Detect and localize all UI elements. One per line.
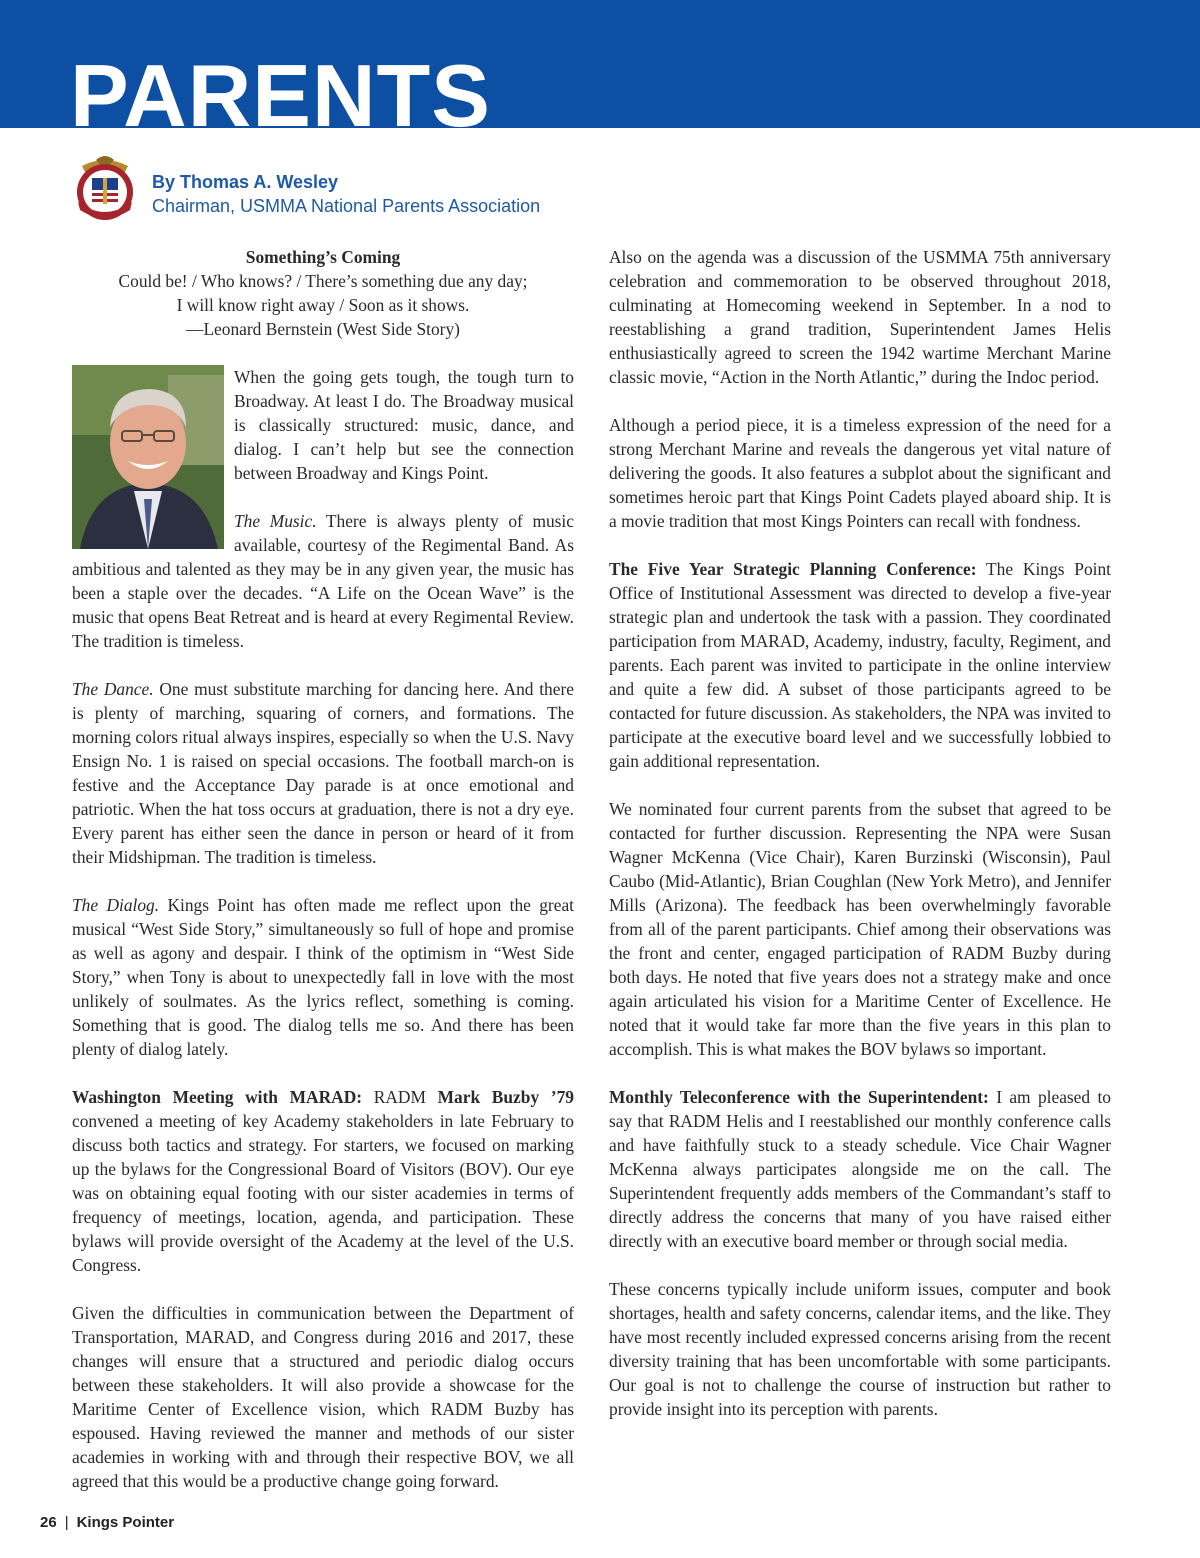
quote-line-2: I will know right away / Soon as it shows. — [176, 295, 470, 315]
teleconference-lead: Monthly Teleconference with the Superintendent: — [609, 1087, 989, 1107]
left-column — [72, 245, 574, 1493]
dance-text: One must substitute marching for dancing here. And there is plenty of marching, squaring of corners, and formations. The morning colors ritual always inspires, especially so when the U.S. Navy Ensign No. 1 is raised on special occasions. The football march-on is festive and the Acceptance Day parade is at once emotional and patriotic. When the hat toss occurs at graduation, there is not a dry eye. Every parent has either seen the dance in person or heard of it from their Midshipman. The tradition is timeless. — [72, 679, 574, 867]
page-number: 26 — [40, 1514, 57, 1531]
teleconference-paragraph — [609, 1085, 1111, 1253]
marad-lead: Washington Meeting with MARAD: — [72, 1087, 363, 1107]
section-title: PARENTS — [70, 46, 491, 128]
nominees-paragraph: We nominated four current parents from the subset that agreed to be contacted for further discussion. Representing the NPA were Susan Wagner McKenna (Vice Chair), Karen Burzinski (Wisconsin), Paul Caubo (Mid-Atlantic), Brian Coughlan (New York Metro), and Jennifer Mills (Arizona). The feedback has been overwhelmingly favorable from all of the parent participants. Chief among their observations was the front and center, engaged participation of RADM Buzby during both days. He noted that five years does not a strategy make and once again articulated his vision for a Maritime Center of Excellence. He noted that it would take far more than the five years in this plan to accomplish. This is what makes the BOV bylaws so important. — [609, 799, 1111, 1059]
intro-paragraph: When the going gets tough, the tough turn to Broadway. At least I do. The Broadway musical is classically structured: music, dance, and dialog. I can’t help but see the connection between Broadway and Kings Point. — [234, 367, 574, 483]
marad-meeting-paragraph — [72, 1085, 574, 1277]
communication-paragraph: Given the difficulties in communication between the Department of Transportation, MARAD, and Congress during 2016 and 2017, these changes will ensure that a structured and periodic dialog occurs between these stakeholders. It will also provide a showcase for the Maritime Center of Excellence vision, which RADM Buzby has espoused. Having reviewed the manner and methods of our sister academies in working with and through their respective BOV, we all agreed that this would be a productive change going forward. — [72, 1303, 574, 1491]
marad-text-a: RADM — [362, 1087, 438, 1107]
byline — [152, 170, 540, 218]
dialog-paragraph — [72, 893, 574, 1061]
dialog-text: Kings Point has often made me reflect upon the great musical “West Side Story,” simultaneously so full of hope and promise as well as agony and despair. I think of the optimism in “West Side Story,” when Tony is about to unexpectedly fall in love with the most unlikely of soulmates. As the lyrics reflect, something is coming. Something that is good. The dialog tells me so. And there has been plenty of dialog lately. — [72, 895, 574, 1059]
strategic-planning-lead: The Five Year Strategic Planning Conference: — [609, 559, 977, 579]
dance-paragraph — [72, 677, 574, 869]
strategic-planning-paragraph — [609, 557, 1111, 773]
quote-attribution: —Leonard Bernstein (West Side Story) — [186, 319, 460, 339]
period-piece-paragraph: Although a period piece, it is a timeless expression of the need for a strong Merchant Marine and reveals the dangerous yet vital nature of delivering the goods. It also features a subplot about the significant and sometimes heroic part that Kings Point Cadets played aboard ship. It is a movie tradition that most Kings Pointers can recall with fondness. — [609, 415, 1111, 531]
usmma-seal-logo — [72, 152, 138, 224]
teleconference-text: I am pleased to say that RADM Helis and I reestablished our monthly conference calls and have faithfully stuck to a steady schedule. Vice Chair Wagner McKenna always participates alongside me on the call. The Superintendent frequently adds members of the Commandant’s staff to directly address the concerns that many of you have raised either directly with an executive board member or through social media. — [609, 1087, 1111, 1251]
concerns-paragraph: These concerns typically include uniform issues, computer and book shortages, health and safety concerns, calendar items, and the like. They have most recently included expressed concerns arising from the recent diversity training that has been uncomfortable with some participants. Our goal is not to challenge the course of instruction but rather to provide insight into its perception with parents. — [609, 1279, 1111, 1419]
footer-separator: | — [64, 1514, 69, 1531]
author-photo — [72, 365, 224, 549]
anniversary-paragraph: Also on the agenda was a discussion of the USMMA 75th anniversary celebration and commemoration to be observed throughout 2018, culminating at Homecoming weekend in September. In a nod to reestablishing a grand tradition, Superintendent James Helis enthusiastically agreed to screen the 1942 wartime Merchant Marine classic movie, “Action in the North Atlantic,” during the Indoc period. — [609, 247, 1111, 387]
author-role: Chairman, USMMA National Parents Association — [152, 196, 541, 216]
dialog-lead: The Dialog. — [72, 895, 160, 915]
dance-lead: The Dance. — [72, 679, 154, 699]
strategic-planning-text: The Kings Point Office of Institutional Assessment was directed to develop a five-year strategic plan and undertook the task with a passion. They coordinated participation from MARAD, Academy, industry, faculty, Regiment, and parents. Each parent was invited to participate in the online interview and quite a few did. A subset of those participants agreed to be contacted for future discussion. As stakeholders, the NPA was invited to participate at the executive board level and we successfully lobbied to gain additional representation. — [609, 559, 1111, 771]
quote-line-1: Could be! / Who knows? / There’s something due any day; — [118, 271, 528, 291]
publication-name: Kings Pointer — [76, 1514, 175, 1531]
epigraph-quote — [72, 245, 574, 341]
marad-text-b: convened a meeting of key Academy stakeholders in late February to discuss both tactics and strategy. For starters, we focused on marking up the bylaws for the Congressional Board of Visitors (BOV). Our eye was on obtaining equal footing with our sister academies in terms of frequency of meetings, location, agenda, and participation. These bylaws will provide oversight of the Academy at the level of the U.S. Congress. — [72, 1111, 574, 1275]
music-text: There is always plenty of music available, courtesy of the Regimental Band. As ambitious and talented as they may be in any given year, the music has been a staple over the decades. “A Life on the Ocean Wave” is the music that opens Beat Retreat and is heard at every Regimental Review. The tradition is timeless. — [72, 511, 574, 651]
page-footer — [40, 1514, 174, 1531]
quote-title: Something’s Coming — [245, 247, 401, 267]
header-banner — [0, 0, 1200, 128]
right-column — [609, 245, 1111, 1421]
music-lead: The Music. — [234, 511, 317, 531]
author-name: By Thomas A. Wesley — [152, 172, 339, 192]
marad-name: Mark Buzby ’79 — [437, 1087, 574, 1107]
